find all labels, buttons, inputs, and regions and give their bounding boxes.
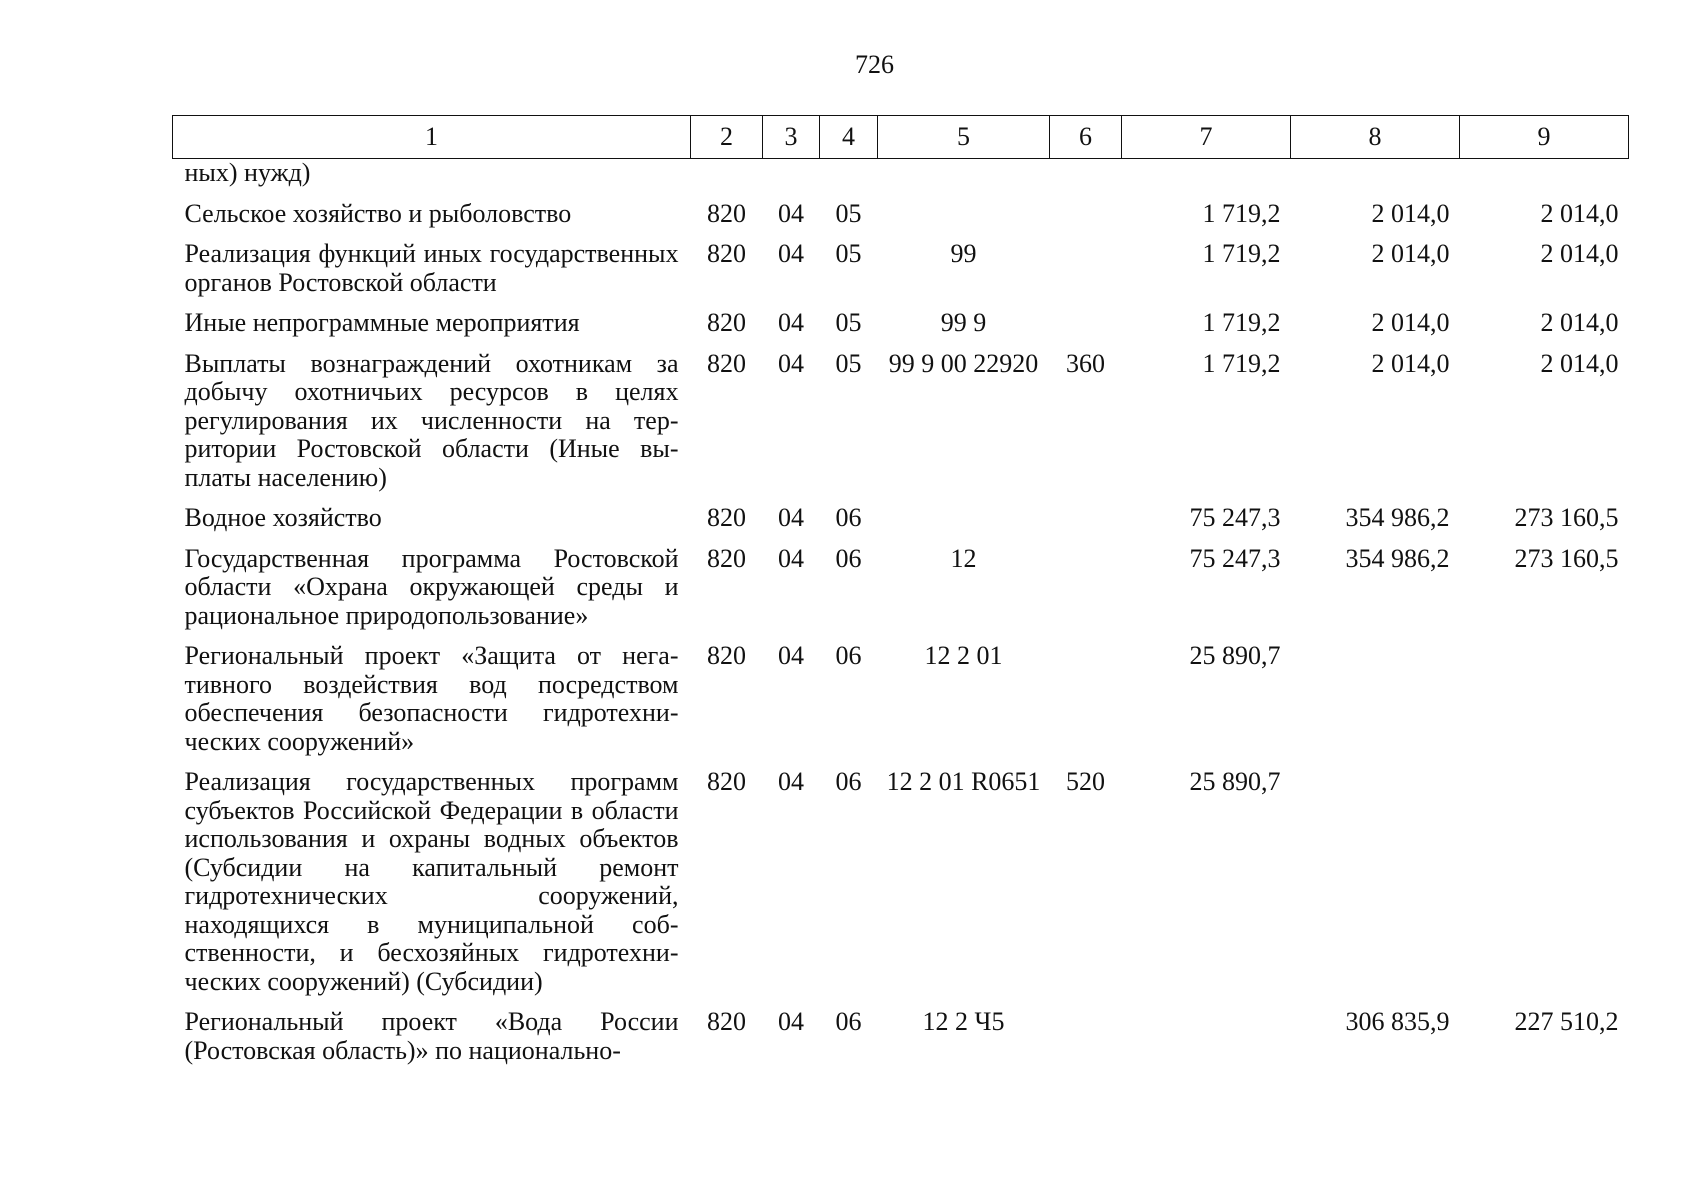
- cell-col6: [1050, 309, 1122, 338]
- cell-col5: [878, 504, 1050, 533]
- table-row: [173, 1008, 1629, 1065]
- cell-col2: 820: [707, 198, 746, 228]
- cell-col6: [1050, 545, 1122, 631]
- row-name: Выплаты вознаграждений охотникам за добычу охотничьих ресурсов в целях регулирования их численности на территории Ростовской области (Иные выплаты населению): [184, 348, 679, 492]
- column-header-4: 4: [820, 116, 878, 159]
- table-row: [173, 545, 1629, 631]
- cell-col7: 1 719,2: [1202, 239, 1281, 268]
- cell-col7: 75 247,3: [1189, 543, 1281, 573]
- cell-col5: [878, 200, 1050, 229]
- row-gap: [173, 188, 1629, 200]
- cell-col8: 2 014,0: [1371, 239, 1450, 268]
- cell-col8: 354 986,2: [1345, 503, 1450, 532]
- header-row: [173, 116, 1629, 159]
- row-name: Реализация государственных программ субъектов Российской Федерации в области использования и охраны водных объектов (Субсидии на капитальный ремонт гидротехнических сооружений, находящихся в муниципальной собственности, и бесхозяйных гидротехнических сооружений) (Субсидии): [184, 767, 679, 996]
- column-header-9: 9: [1460, 116, 1629, 159]
- cell-col7: [1122, 1008, 1291, 1065]
- cell-col7: 75 247,3: [1189, 503, 1281, 532]
- column-header-2: 2: [691, 116, 763, 159]
- cell-col3: 04: [778, 767, 804, 796]
- cell-col8: 306 835,9: [1345, 1007, 1450, 1036]
- cell-col9: 2 014,0: [1540, 198, 1619, 228]
- cell-col4: 06: [835, 767, 862, 796]
- row-name: Иные непрограммные мероприятия: [184, 308, 580, 337]
- cell-col5: 99: [950, 239, 977, 268]
- cell-col3: 04: [778, 348, 804, 378]
- cell-col6: [1050, 642, 1122, 756]
- cell-col8: [1291, 768, 1460, 996]
- cell-col8: 2 014,0: [1371, 308, 1450, 337]
- cell-col6: [1050, 159, 1122, 188]
- row-name: Государственная программа Ростовской области «Охрана окружающей среды и рациональное природопользование»: [184, 543, 679, 630]
- cell-col7: 25 890,7: [1189, 641, 1281, 670]
- cell-col2: 820: [707, 641, 746, 670]
- row-name: Региональный проект «Защита от негативного воздействия вод посредством обеспечения безопасности гидротехнических сооружений»: [184, 641, 679, 756]
- column-header-8: 8: [1291, 116, 1460, 159]
- cell-col4: 06: [835, 503, 862, 532]
- cell-col9: 2 014,0: [1540, 348, 1619, 378]
- row-gap: [173, 533, 1629, 545]
- cell-col3: 04: [778, 503, 804, 532]
- cell-col4: 05: [835, 308, 862, 337]
- cell-col5: 12 2 01: [924, 641, 1003, 670]
- cell-col8: [1291, 159, 1460, 188]
- cell-col9: [1460, 159, 1629, 188]
- cell-col5: 99 9: [940, 308, 987, 337]
- row-name: Региональный проект «Вода России (Ростовская область)» по национально-: [184, 1007, 679, 1065]
- cell-col4: [820, 159, 878, 188]
- cell-col9: 273 160,5: [1514, 503, 1619, 532]
- cell-col7: 1 719,2: [1202, 308, 1281, 337]
- cell-col4: 05: [835, 198, 862, 228]
- cell-col5: 12 2 Ч5: [922, 1007, 1005, 1036]
- cell-col7: [1122, 159, 1291, 188]
- cell-col3: 04: [778, 308, 804, 337]
- cell-col4: 05: [835, 239, 862, 268]
- column-header-5: 5: [878, 116, 1050, 159]
- budget-table: [172, 115, 1629, 1065]
- table-row: [173, 768, 1629, 996]
- cell-col9: 227 510,2: [1514, 1007, 1619, 1036]
- cell-col7: 1 719,2: [1202, 198, 1281, 228]
- row-name: Реализация функций иных государственных органов Ростовской области: [184, 239, 679, 297]
- cell-col5: 12 2 01 R0651: [886, 767, 1041, 796]
- cell-col5: 12: [950, 543, 977, 573]
- cell-col9: [1460, 768, 1629, 996]
- cell-col8: 354 986,2: [1345, 543, 1450, 573]
- cell-col2: 820: [707, 239, 746, 268]
- column-header-6: 6: [1050, 116, 1122, 159]
- table-row: [173, 200, 1629, 229]
- cell-col4: 06: [835, 543, 862, 573]
- cell-col6: 360: [1066, 348, 1105, 378]
- table-row: [173, 159, 1629, 188]
- cell-col3: 04: [778, 198, 804, 228]
- column-header-1: 1: [173, 116, 691, 159]
- cell-col2: [691, 159, 763, 188]
- column-header-3: 3: [763, 116, 820, 159]
- cell-col2: 820: [707, 767, 746, 796]
- cell-col8: 2 014,0: [1371, 198, 1450, 228]
- cell-col6: 520: [1066, 767, 1105, 796]
- table-row: [173, 309, 1629, 338]
- cell-col3: 04: [778, 239, 804, 268]
- row-name: Сельское хозяйство и рыболовство: [184, 198, 572, 228]
- cell-col2: 820: [707, 543, 746, 573]
- table-row: [173, 240, 1629, 297]
- cell-col2: 820: [707, 503, 746, 532]
- cell-col2: 820: [707, 348, 746, 378]
- cell-col6: [1050, 200, 1122, 229]
- cell-col9: 273 160,5: [1514, 543, 1619, 573]
- cell-col5: [878, 159, 1050, 188]
- cell-col8: 2 014,0: [1371, 348, 1450, 378]
- row-gap: [173, 338, 1629, 350]
- page-number: 726: [855, 50, 894, 79]
- row-name: Водное хозяйство: [184, 503, 382, 532]
- cell-col3: 04: [778, 1007, 804, 1036]
- cell-col2: 820: [707, 1007, 746, 1036]
- cell-col3: [763, 159, 820, 188]
- cell-col6: [1050, 1008, 1122, 1065]
- cell-col6: [1050, 240, 1122, 297]
- table-row: [173, 642, 1629, 756]
- row-name: ных) нужд): [184, 158, 311, 187]
- table-row: [173, 350, 1629, 493]
- cell-col4: 06: [835, 1007, 862, 1036]
- cell-col9: [1460, 642, 1629, 756]
- cell-col7: 1 719,2: [1202, 348, 1281, 378]
- cell-col3: 04: [778, 543, 804, 573]
- cell-col3: 04: [778, 641, 804, 670]
- table-row: [173, 504, 1629, 533]
- cell-col7: 25 890,7: [1189, 767, 1281, 796]
- cell-col4: 06: [835, 641, 862, 670]
- cell-col9: 2 014,0: [1540, 239, 1619, 268]
- cell-col6: [1050, 504, 1122, 533]
- cell-col2: 820: [707, 308, 746, 337]
- cell-col4: 05: [835, 348, 862, 378]
- cell-col8: [1291, 642, 1460, 756]
- cell-col9: 2 014,0: [1540, 308, 1619, 337]
- column-header-7: 7: [1122, 116, 1291, 159]
- cell-col5: 99 9 00 22920: [888, 348, 1039, 378]
